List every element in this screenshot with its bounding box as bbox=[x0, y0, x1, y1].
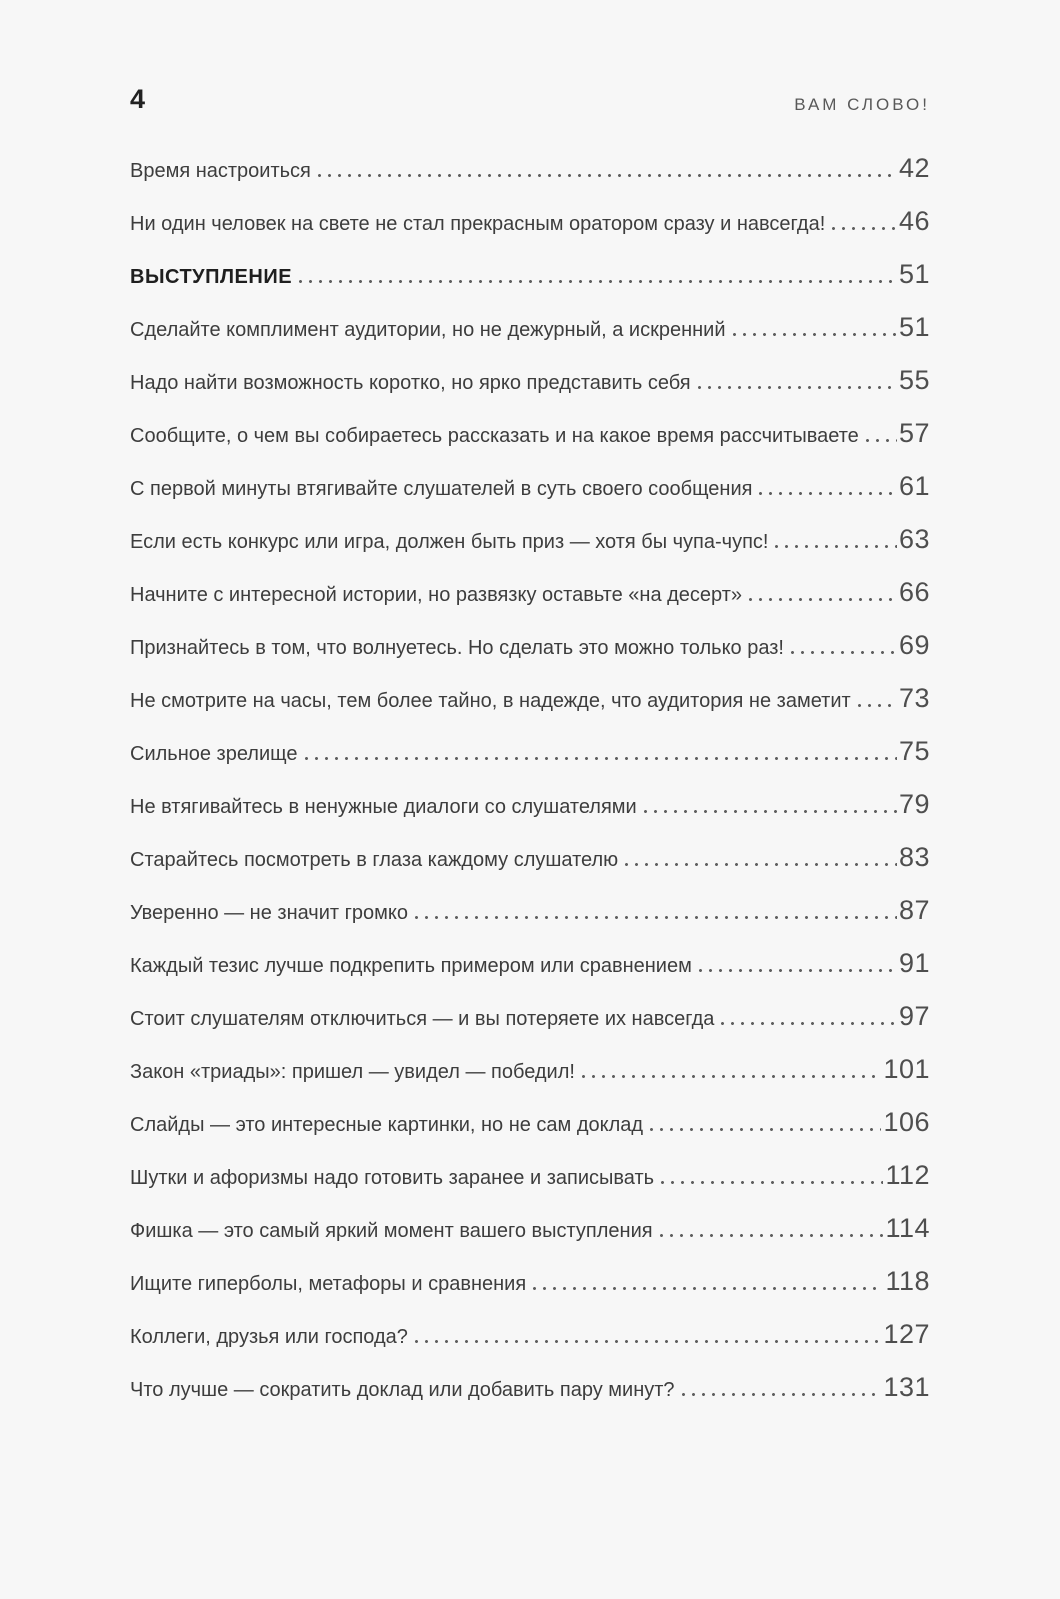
toc-entry-page: 101 bbox=[883, 1054, 930, 1084]
toc-entry bbox=[130, 473, 930, 505]
toc-entry-page: 112 bbox=[885, 1160, 930, 1190]
toc-entry bbox=[130, 1215, 930, 1247]
toc-entry-page: 63 bbox=[898, 524, 930, 554]
toc-leader-dots bbox=[858, 704, 897, 707]
toc-leader-dots bbox=[832, 227, 897, 230]
toc-entry-page: 83 bbox=[898, 842, 930, 872]
toc-entry-title: Надо найти возможность коротко, но ярко представить себя bbox=[130, 372, 691, 394]
toc-leader-dots bbox=[698, 386, 897, 389]
toc-entry bbox=[130, 844, 930, 876]
toc-entry-title: Не втягивайтесь в ненужные диалоги со слушателями bbox=[130, 796, 637, 818]
toc-entry bbox=[130, 420, 930, 452]
toc-entry-title: Сильное зрелище bbox=[130, 743, 298, 765]
toc-leader-dots bbox=[791, 651, 897, 654]
toc-leader-dots bbox=[660, 1234, 884, 1237]
toc-entry-page: 106 bbox=[883, 1107, 930, 1137]
toc-entry bbox=[130, 1374, 930, 1406]
toc-entry-title: Стоит слушателям отключиться — и вы потеряете их навсегда bbox=[130, 1008, 715, 1030]
toc-entry bbox=[130, 950, 930, 982]
toc-leader-dots bbox=[749, 598, 897, 601]
toc-leader-dots bbox=[759, 492, 896, 495]
toc-entry-page: 51 bbox=[898, 259, 930, 289]
toc-entry-page: 118 bbox=[885, 1266, 930, 1296]
toc-entry bbox=[130, 208, 930, 240]
toc-entry-page: 87 bbox=[898, 895, 930, 925]
toc-entry-page: 57 bbox=[898, 418, 930, 448]
running-title: ВАМ СЛОВО! bbox=[794, 95, 930, 114]
toc-leader-dots bbox=[682, 1393, 882, 1396]
toc-entry-title: Признайтесь в том, что волнуетесь. Но сделать это можно только раз! bbox=[130, 637, 784, 659]
toc-entry-title: Закон «триады»: пришел — увидел — победил! bbox=[130, 1061, 575, 1083]
toc-leader-dots bbox=[721, 1022, 897, 1025]
toc-entry bbox=[130, 367, 930, 399]
toc-leader-dots bbox=[775, 545, 896, 548]
toc-leader-dots bbox=[318, 174, 897, 177]
toc-entry-title: Фишка — это самый яркий момент вашего выступления bbox=[130, 1220, 653, 1242]
toc-entry bbox=[130, 1268, 930, 1300]
toc-entry bbox=[130, 1056, 930, 1088]
toc-entry-page: 46 bbox=[898, 206, 930, 236]
toc-entry-page: 42 bbox=[898, 153, 930, 183]
toc-entry-title: Ни один человек на свете не стал прекрасным оратором сразу и навсегда! bbox=[130, 213, 826, 235]
toc-entry-page: 91 bbox=[898, 948, 930, 978]
toc-entry-page: 66 bbox=[898, 577, 930, 607]
toc-entry-title: С первой минуты втягивайте слушателей в суть своего сообщения bbox=[130, 478, 753, 500]
toc-leader-dots bbox=[415, 1340, 882, 1343]
toc-leader-dots bbox=[644, 810, 897, 813]
toc-leader-dots bbox=[733, 333, 897, 336]
toc-entry-title: ВЫСТУПЛЕНИЕ bbox=[130, 266, 293, 288]
toc-leader-dots bbox=[582, 1075, 881, 1078]
toc-leader-dots bbox=[305, 757, 897, 760]
toc-entry bbox=[130, 738, 930, 770]
toc-entry-page: 51 bbox=[898, 312, 930, 342]
toc-entry-page: 69 bbox=[898, 630, 930, 660]
toc-entry bbox=[130, 526, 930, 558]
toc-entry-title: Уверенно — не значит громко bbox=[130, 902, 408, 924]
toc-entry-page: 127 bbox=[883, 1319, 930, 1349]
page-number: 4 bbox=[130, 84, 146, 114]
toc-entry bbox=[130, 897, 930, 929]
toc-leader-dots bbox=[866, 439, 897, 442]
toc-entry bbox=[130, 579, 930, 611]
toc-entry bbox=[130, 791, 930, 823]
toc-leader-dots bbox=[415, 916, 897, 919]
toc-leader-dots bbox=[650, 1128, 881, 1131]
toc-entry-title: Коллеги, друзья или господа? bbox=[130, 1326, 408, 1348]
toc-entry bbox=[130, 685, 930, 717]
toc-entry-title: Если есть конкурс или игра, должен быть приз — хотя бы чупа-чупс! bbox=[130, 531, 769, 553]
toc-entry-page: 79 bbox=[898, 789, 930, 819]
toc-leader-dots bbox=[533, 1287, 883, 1290]
toc-entry bbox=[130, 632, 930, 664]
toc-entry-title: Каждый тезис лучше подкрепить примером или сравнением bbox=[130, 955, 692, 977]
toc-entry-title: Ищите гиперболы, метафоры и сравнения bbox=[130, 1273, 527, 1295]
toc-entry-title: Начните с интересной истории, но развязку оставьте «на десерт» bbox=[130, 584, 743, 606]
toc-entry-page: 73 bbox=[898, 683, 930, 713]
toc-entry bbox=[130, 1003, 930, 1035]
toc-entry-title: Время настроиться bbox=[130, 160, 311, 182]
toc-entry-title: Шутки и афоризмы надо готовить заранее и записывать bbox=[130, 1167, 655, 1189]
toc-entry-title: Сделайте комплимент аудитории, но не дежурный, а искренний bbox=[130, 319, 726, 341]
toc-leader-dots bbox=[699, 969, 897, 972]
toc-entry-page: 114 bbox=[885, 1213, 930, 1243]
toc-entry-title: Старайтесь посмотреть в глаза каждому слушателю bbox=[130, 849, 619, 871]
toc-entry-title: Сообщите, о чем вы собираетесь рассказать и на какое время рассчитываете bbox=[130, 425, 859, 447]
toc-entry bbox=[130, 1109, 930, 1141]
toc-entry-title: Что лучше — сократить доклад или добавить пару минут? bbox=[130, 1379, 675, 1401]
toc-leader-dots bbox=[661, 1181, 883, 1184]
toc-leader-dots bbox=[625, 863, 897, 866]
toc-entry bbox=[130, 1321, 930, 1353]
toc-list bbox=[130, 155, 930, 1406]
toc-entry bbox=[130, 155, 930, 187]
toc-entry-page: 131 bbox=[883, 1372, 930, 1402]
toc-entry bbox=[130, 261, 930, 293]
toc-entry-title: Слайды — это интересные картинки, но не сам доклад bbox=[130, 1114, 644, 1136]
toc-entry-page: 75 bbox=[898, 736, 930, 766]
toc-leader-dots bbox=[299, 280, 897, 283]
toc-entry bbox=[130, 314, 930, 346]
page-header bbox=[130, 86, 930, 113]
toc-entry-page: 55 bbox=[898, 365, 930, 395]
toc-entry-page: 61 bbox=[898, 471, 930, 501]
toc-entry-title: Не смотрите на часы, тем более тайно, в надежде, что аудитория не заметит bbox=[130, 690, 851, 712]
toc-entry bbox=[130, 1162, 930, 1194]
toc-entry-page: 97 bbox=[898, 1001, 930, 1031]
